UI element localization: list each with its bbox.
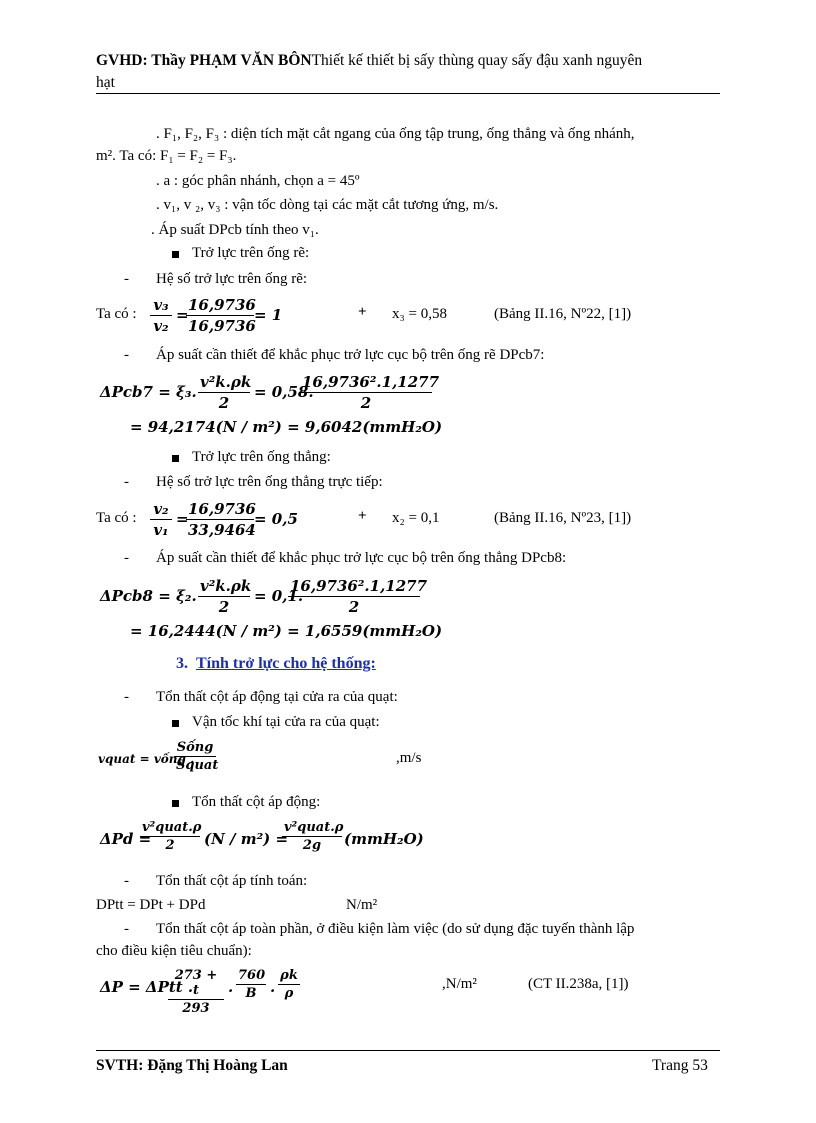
dash-1: - [124,271,129,287]
total-loss-desc: Tổn thất cột áp toàn phần, ở điều kiện làm việc (do sử dụng đặc tuyến thành lập [156,921,635,937]
eq1-frac2: $\frac{16,9736}{16,9736}$ [188,296,256,335]
eq4-mid: = 0,1. [254,587,304,605]
dash-3: - [124,474,129,490]
header-rule [96,93,720,94]
eq2-line2: = 94,2174(N / m²) = 9,6042(mmH₂O) [130,418,443,436]
header-line [96,52,642,70]
eq7-ref: (CT II.238a, [1]) [528,976,629,992]
eq1-frac1: $\frac{\text{v₃}}{\text{v₂}}$ [150,296,172,335]
footer-student: SVTH: Đặng Thị Hoàng Lan [96,1057,288,1074]
taco-1: Ta có : [96,306,137,322]
dash-5: - [124,689,129,705]
def-f: . F₁, F₂, F₃ : diện tích mặt cắt ngang của ống tập trung, ống thẳng và ống nhánh, [156,126,635,142]
dash-2: - [124,347,129,363]
eq6-frac2: v²quat.ρ 2g [284,820,344,853]
eq6-lhs: ΔPd = [100,830,152,848]
heading-fan-velocity: Vận tốc khí tại cửa ra của quạt: [192,714,380,730]
heading-branch-resistance: Trở lực trên ống rẽ: [192,245,310,261]
calc-loss-formula: DPtt = DPt + DPd [96,897,206,913]
header-title: Thiết kế thiết bị sấy thùng quay sấy đậu xanh nguyên [311,52,643,69]
section-heading [176,655,376,673]
eq3-frac1: $\frac{\text{v₂}}{\text{v₁}}$ [150,500,172,539]
section-number: 3. [176,655,188,672]
branch-pressure-desc: Áp suất cần thiết để khắc phục trở lực cục bộ trên ống rẽ DPcb7: [156,347,545,363]
eq7-dot1: . [228,978,234,996]
eq7-dot2: . [270,978,276,996]
eq5-lhs: vquat = vống . [98,752,195,766]
heading-straight-resistance: Trở lực trên ống thẳng: [192,449,331,465]
def-pressure: . Áp suất DPcb tính theo v₁. [151,222,319,238]
eq7-unit: ,N/m² [442,976,477,992]
straight-coefficient: Hệ số trở lực trên ống thẳng trực tiếp: [156,474,383,490]
def-velocity: . v₁, v ₂, v₃ : vận tốc dòng tại các mặt cắt tương ứng, m/s. [156,197,499,213]
dynamic-loss-desc: Tổn thất cột áp động tại cửa ra của quạt: [156,689,398,705]
eq3-result: = 0,5 [254,510,298,528]
taco-2: Ta có : [96,510,137,526]
eq1-plus: + [358,304,367,320]
eq1-eq: = [176,306,189,324]
eq7-lhs: ΔP = ΔPtt . [100,978,194,996]
bullet-1 [172,251,179,258]
heading-dynamic-loss: Tổn thất cột áp động: [192,794,321,810]
eq3-plus: + [358,508,367,524]
bullet-2 [172,455,179,462]
header-advisor: GVHD: Thầy PHẠM VĂN BÔN [96,52,312,69]
footer-rule [96,1050,720,1051]
eq6-frac1: v²quat.ρ 2 [142,820,202,853]
def-angle: . a : góc phân nhánh, chọn a = 45º [156,173,360,189]
eq2-frac2: $\frac{\text{16,9736².1,1277}}{2}$ [302,373,440,412]
dash-6: - [124,873,129,889]
eq5-unit: ,m/s [396,750,422,766]
eq2-mid: = 0,58. [254,383,314,401]
eq5-frac: Sống Squat [176,740,219,773]
eq6-unit: (mmH₂O) [344,830,424,848]
eq3-frac2: $\frac{16,9736}{33,9464}$ [188,500,256,539]
dash-4: - [124,550,129,566]
header-title-continued: hạt [96,74,115,91]
eq6-mid: (N / m²) = [204,830,289,848]
calc-loss-unit: N/m² [346,897,378,913]
eq1-ref: (Bảng II.16, Nº22, [1]) [494,306,632,322]
eq4-lhs: ΔPcb8 = ξ₂. [100,587,197,605]
dash-7: - [124,921,129,937]
eq4-frac1: $\frac{\text{v²k.ρk}}{2}$ [200,577,252,616]
eq7-frac3: $\frac{\rho k}{\rho}$ [278,968,300,1001]
eq7-frac1: $\frac{273 + t}{293}$ [168,968,224,1016]
eq3-xi: x₂ = 0,1 [392,510,440,526]
bullet-4 [172,800,179,807]
def-f-cont: m². Ta có: F₁ = F₂ = F₃. [96,148,237,164]
calc-loss-desc: Tổn thất cột áp tính toán: [156,873,308,889]
eq1-result: = 1 [254,306,283,324]
eq1-xi: x₃ = 0,58 [392,306,447,322]
eq7-frac2: $\frac{760}{B}$ [238,968,266,1001]
eq3-ref: (Bảng II.16, Nº23, [1]) [494,510,632,526]
eq4-frac2: $\frac{\text{16,9736².1,1277}}{2}$ [290,577,428,616]
eq2-lhs: ΔPcb7 = ξ₃. [100,383,197,401]
eq3-eq: = [176,510,189,528]
bullet-3 [172,720,179,727]
total-loss-desc-cont: cho điều kiện tiêu chuẩn): [96,943,252,959]
straight-pressure-desc: Áp suất cần thiết để khắc phục trở lực cục bộ trên ống thẳng DPcb8: [156,550,567,566]
eq4-line2: = 16,2444(N / m²) = 1,6559(mmH₂O) [130,622,443,640]
section-title: Tính trở lực cho hệ thống: [196,655,376,672]
eq2-frac1: $\frac{\text{v²k.ρk}}{2}$ [200,373,252,412]
branch-coefficient: Hệ số trở lực trên ống rẽ: [156,271,308,287]
footer-page: Trang 53 [652,1057,708,1074]
